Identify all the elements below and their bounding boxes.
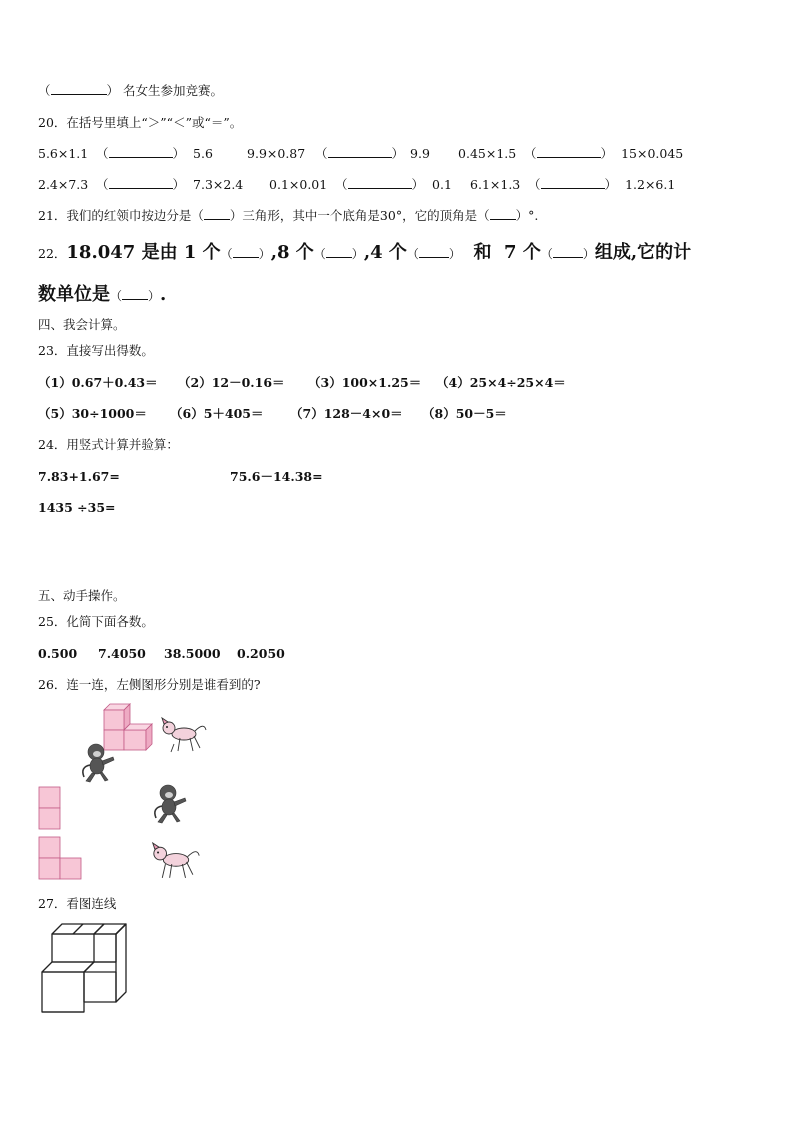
q25-title: 25．化简下面各数。 (38, 614, 154, 629)
monkey-icon (152, 784, 188, 824)
compare-blank[interactable] (541, 188, 605, 189)
answer-blank[interactable] (233, 257, 259, 258)
q24-item: 75.6－14.38= (230, 469, 323, 484)
section-5-title: 五、动手操作。 (38, 588, 126, 603)
q23-item: （1）0.67＋0.43＝ (38, 375, 158, 390)
compare-blank[interactable] (109, 188, 173, 189)
front-view-shape-1 (38, 786, 62, 830)
monkey-icon (80, 743, 116, 783)
answer-blank[interactable] (51, 94, 107, 95)
q23-item: （2）12－0.16＝ (178, 375, 285, 390)
q25-item: 0.500 (38, 646, 78, 661)
q23-item: （5）30÷1000＝ (38, 406, 147, 421)
q23-item: （3）100×1.25＝ (308, 375, 422, 390)
q25-item: 38.5000 (164, 646, 221, 661)
section-4-title: 四、我会计算。 (38, 317, 126, 332)
answer-blank[interactable] (326, 257, 352, 258)
q22-line2: 数单位是（ ）. (38, 284, 167, 305)
q23-row2 (38, 406, 507, 422)
q25-item: 0.2050 (237, 646, 285, 661)
cube-outline-figure (38, 920, 132, 1018)
q21: 21．我们的红领巾按边分是（ ）三角形，其中一个底角是30°，它的顶角是（ ）°. (38, 208, 539, 223)
answer-blank[interactable] (122, 299, 148, 300)
answer-blank[interactable] (490, 219, 516, 220)
q24-item: 7.83+1.67= (38, 469, 120, 484)
side-view-shape-2 (38, 836, 84, 880)
q23-row1 (38, 375, 566, 391)
q23-item: （4）25×4÷25×4＝ (436, 375, 566, 390)
compare-blank[interactable] (537, 157, 601, 158)
answer-blank[interactable] (419, 257, 449, 258)
q20-title: 20．在括号里填上“＞”“＜”或“＝”。 (38, 115, 243, 130)
dog-icon (150, 843, 202, 881)
q23-item: （8）50－5＝ (422, 406, 507, 421)
q20-row1: 5.6×1.1 （ ） 5.6 9.9×0.87 （ ） 9.9 0.45×1.5 （ ） 15×0.045 (38, 146, 684, 161)
q26-title: 26．连一连，左侧图形分别是谁看到的? (38, 677, 261, 692)
q24-title: 24．用竖式计算并验算： (38, 437, 179, 452)
answer-blank[interactable] (204, 219, 230, 220)
q24-item: 1435 ÷35= (38, 500, 116, 515)
q23-item: （6）5＋405＝ (170, 406, 264, 421)
dog-icon (160, 718, 208, 754)
q22-line1: 22．18.047 是由 1 个（ ）,8 个（ ）,4 个（ ） 和 7 个（ ）组成,它的计 (38, 242, 692, 263)
q23-title: 23．直接写出得数。 (38, 343, 154, 358)
compare-blank[interactable] (328, 157, 392, 158)
q19-tail: （ ） 名女生参加竞赛。 (38, 83, 224, 98)
compare-blank[interactable] (109, 157, 173, 158)
q25-item: 7.4050 (98, 646, 146, 661)
q25-row (38, 646, 285, 662)
q27-title: 27．看图连线 (38, 896, 117, 911)
compare-blank[interactable] (348, 188, 412, 189)
answer-blank[interactable] (553, 257, 583, 258)
q24-row1 (38, 469, 323, 485)
q23-item: （7）128－4×0＝ (290, 406, 403, 421)
q20-row2: 2.4×7.3 （ ） 7.3×2.4 0.1×0.01 （ ） 0.1 6.1×1.3 （ ） 1.2×6.1 (38, 177, 676, 192)
